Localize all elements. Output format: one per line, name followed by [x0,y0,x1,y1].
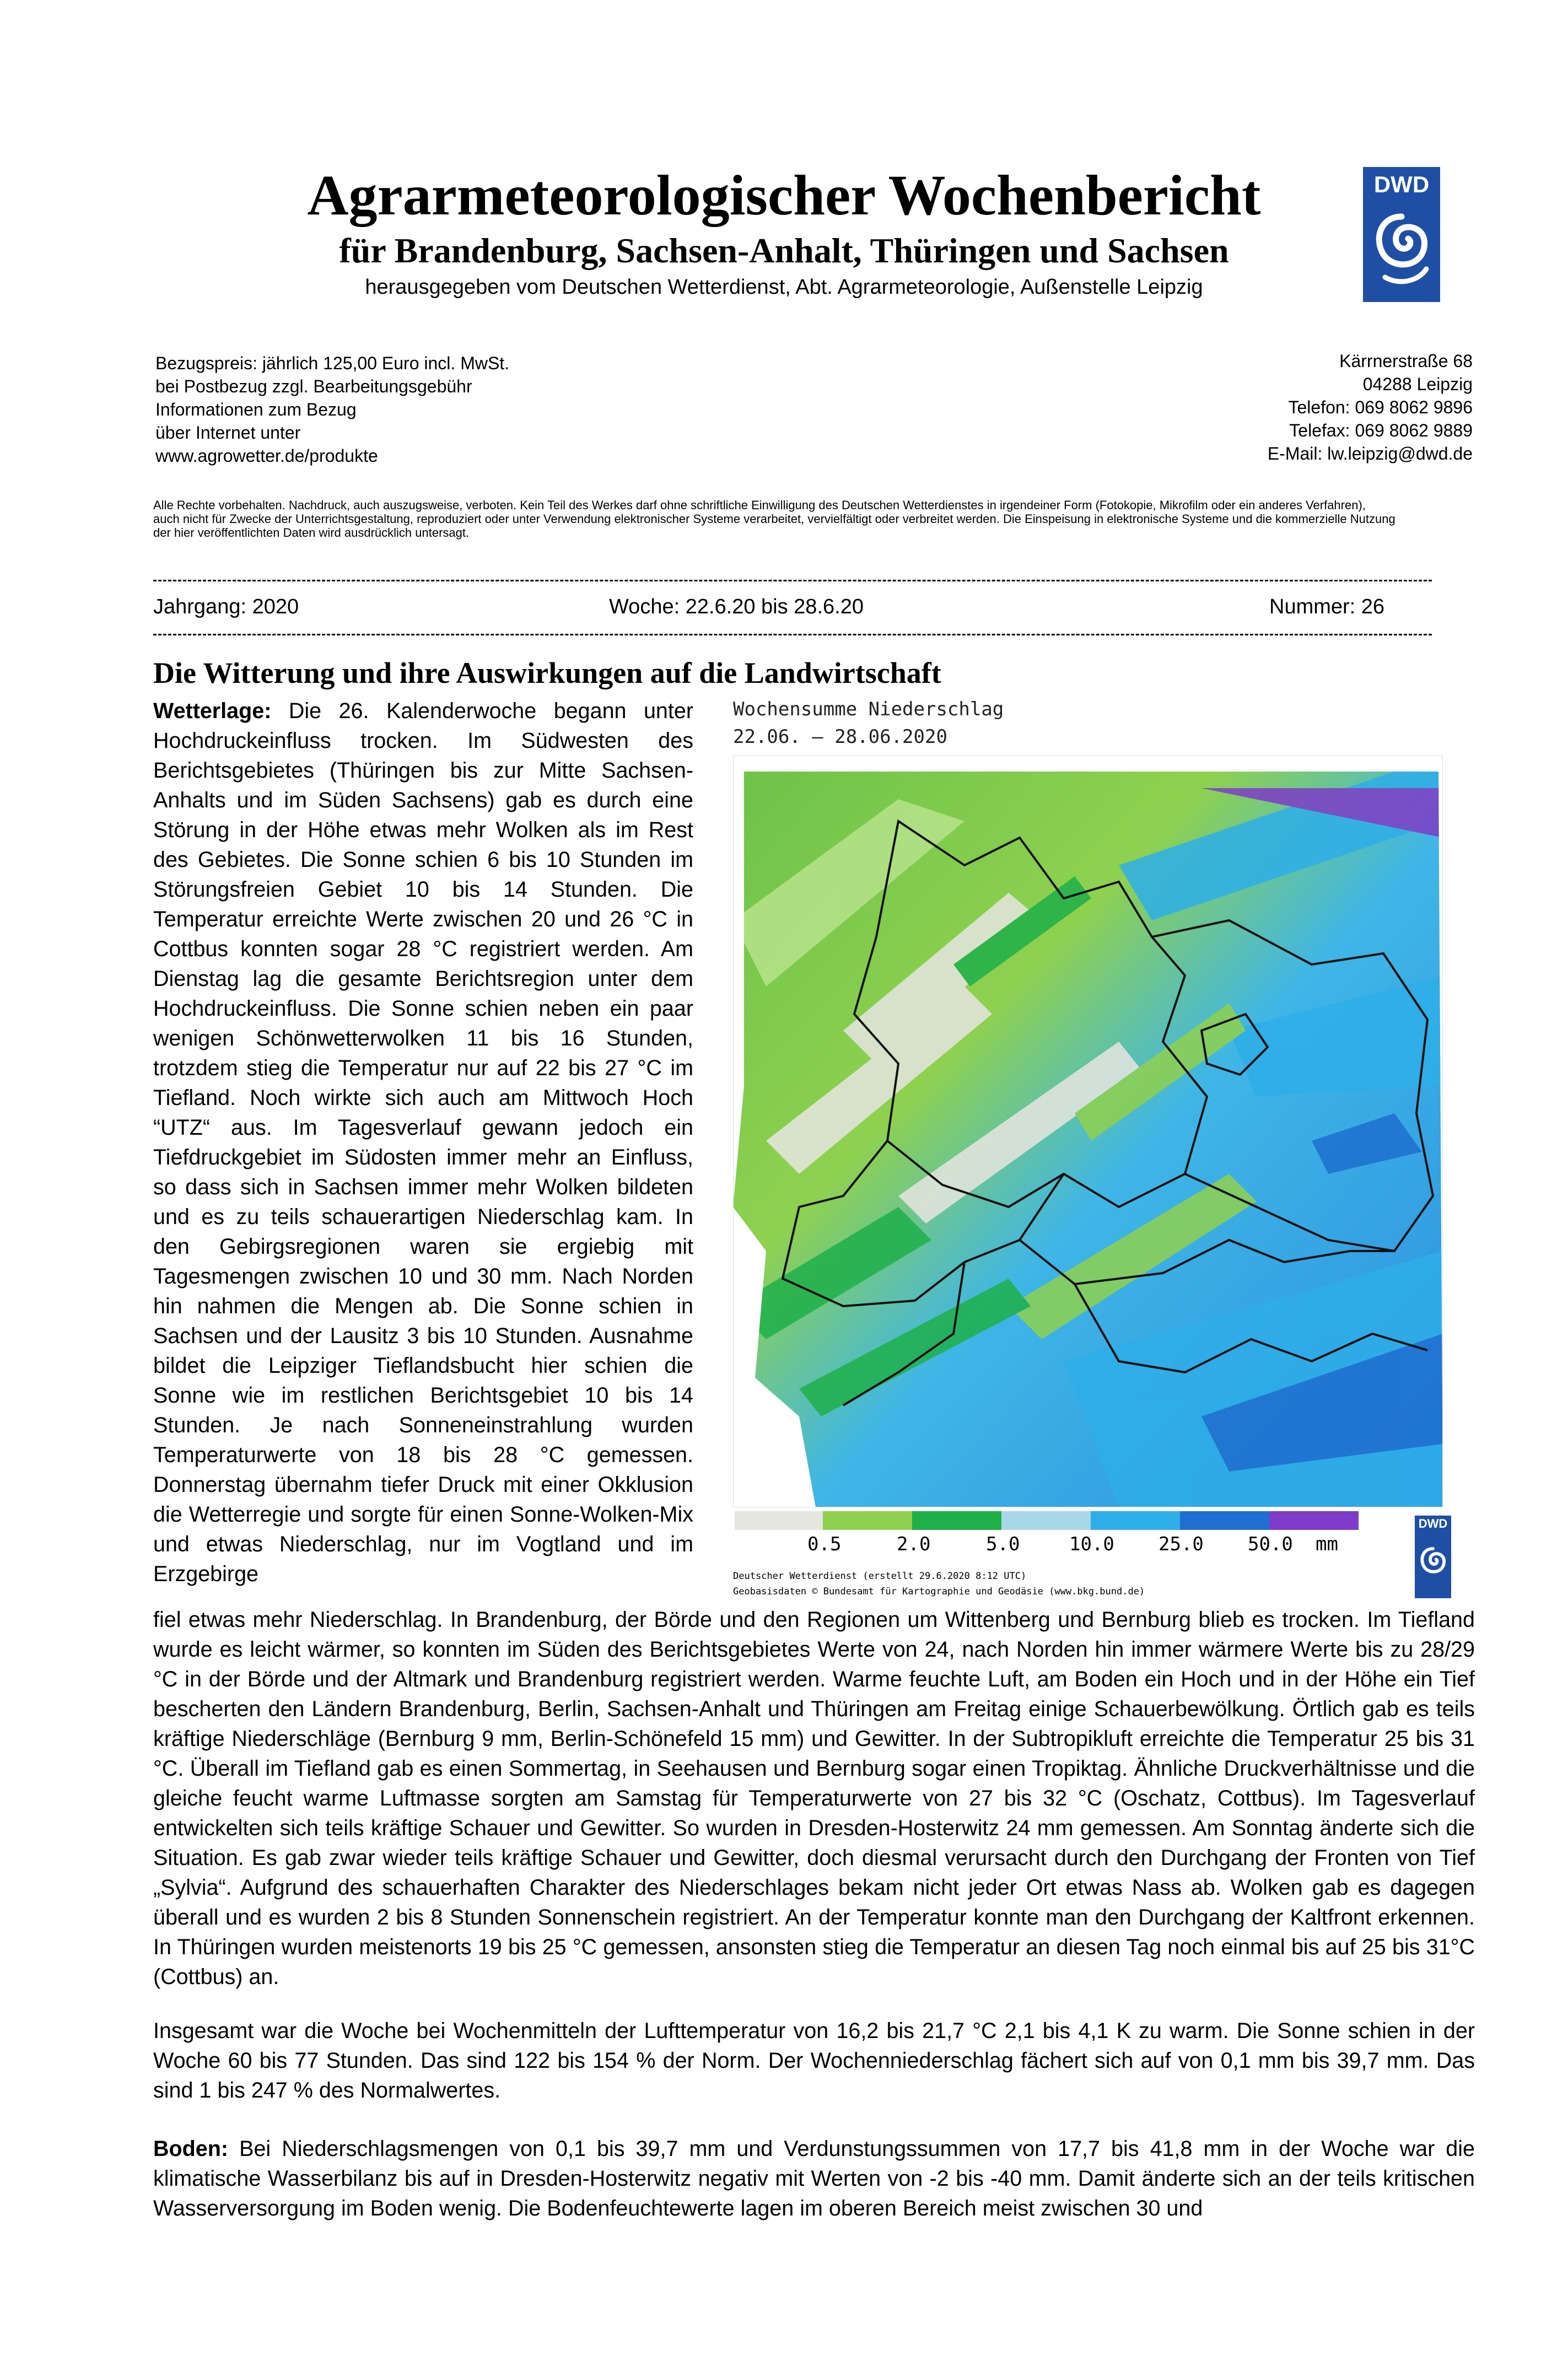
legend-swatch [1091,1511,1180,1530]
rights-line: auch nicht für Zwecke der Unterrichtsgestaltung, reproduziert oder unter Verwendung elektronischer Systeme verarbeitet, vervielfältigt oder verbreitet werden. Die Einspeisung in elektronische Systeme und die kommerzielle Nutzung [153,512,1395,526]
legend-swatch [823,1511,912,1530]
map-credit: Deutscher Wetterdienst (erstellt 29.6.2020 8:12 UTC) [733,1571,1027,1582]
legend-label: 10.0 [1069,1533,1114,1555]
rights-line: der hier veröffentlichten Daten wird ausdrücklich untersagt. [153,526,470,540]
subscription-line: Bezugspreis: jährlich 125,00 Euro incl. MwSt. [155,353,510,373]
legend-label: 0.5 [807,1533,842,1555]
divider [153,580,1432,581]
email-link[interactable]: E-Mail: lw.leipzig@dwd.de [1267,444,1473,463]
weather-column-text: Die 26. Kalenderwoche begann unter Hochdruckeinfluss trocken. Im Südwesten des Berichtsgebietes (Thüringen bis zur Mitte Sachsen-Anhalts und im Süden Sachsens) gab es durch eine Störung in der Höhe etwas mehr Wolken als im Rest des Gebietes. Die Sonne schien 6 bis 10 Stunden im Störungsfreien Gebiet 10 bis 14 Stunden. Die Temperatur erreichte Werte zwischen 20 und 26 °C in Cottbus konnten sogar 28 °C registriert werden. Am Dienstag lag die gesamte Berichtsregion unter dem Hochdruckeinfluss. Die Sonne schien neben ein paar wenigen Schönwetterwolken 11 bis 16 Stunden, trotzdem stieg die Temperatur nur auf 22 bis 27 °C im Tiefland. Noch wirkte sich auch am Mittwoch Hoch “UTZ“ aus. Im Tagesverlauf gewann jedoch ein Tiefdruckgebiet im Südosten immer mehr an Einfluss, so dass sich in Sachsen immer mehr Wolken bildeten und es zu teils schauerartigen Niederschlag kam. In den Gebirgsregionen waren sie ergiebig mit Tagesmengen zwischen 10 und 30 mm. Nach Norden hin nahmen die Mengen ab. Die Sonne schien in Sachsen und der Lausitz 3 bis 10 Stunden. Ausnahme bildet die Leipziger Tieflandsbucht hier schien die Sonne wie im restlichen Berichtsgebiet 10 bis 14 Stunden. Je nach Sonneneinstrahlung wurden Temperaturwerte von 18 bis 28 °C gemessen. Donnerstag übernahm tiefer Druck mit einer Okklusion die Wetterregie und sorgte für einen Sonne-Wolken-Mix und etwas Niederschlag, nur im Vogtland und im Erzgebirge [153,699,693,1586]
issue-number: Nummer: 26 [1269,595,1385,618]
legend-swatch [1269,1511,1359,1530]
soil-paragraph [153,2134,1475,2223]
map-period: 22.06. – 28.06.2020 [733,726,947,748]
subscription-info [155,352,509,467]
section-title: Die Witterung und ihre Auswirkungen auf die Landwirtschaft [153,656,941,689]
weather-label: Wetterlage: [153,699,272,723]
legend-swatch [735,1511,823,1530]
legend-swatch [1180,1511,1269,1530]
subscription-line: Informationen zum Bezug [155,400,357,419]
legend-unit: mm [1316,1533,1338,1555]
legend-swatch [1001,1511,1091,1530]
swirl-icon [1368,206,1435,294]
map-legend-bar [735,1511,1363,1530]
fax-line: Telefax: 069 8062 9889 [1289,421,1473,440]
page-title: Agrarmeteorologischer Wochenbericht [307,164,1261,227]
dwd-logo-small-text: DWD [1418,1517,1448,1530]
legend-label: 2.0 [897,1533,931,1555]
legend-label: 25.0 [1159,1533,1204,1555]
address-block [1268,349,1473,465]
phone-line: Telefon: 069 8062 9896 [1288,397,1473,417]
map-title: Wochensumme Niederschlag [733,698,1004,720]
dwd-logo-small [1415,1516,1451,1598]
precipitation-map [733,755,1443,1507]
address-line: Kärrnerstraße 68 [1339,351,1473,371]
soil-label: Boden: [153,2137,229,2161]
weather-paragraph-continued: fiel etwas mehr Niederschlag. In Brandenburg, der Börde und den Regionen um Wittenberg und Bernburg blieb es trocken. Im Tiefland wurde es leicht wärmer, so konnten im Süden des Berichtsgebietes Werte von 24, nach Norden hin immer wärmere Werte bis zu 28/29 °C in der Börde und der Altmark und Brandenburg registriert werden. Warme feuchte Luft, am Boden ein Hoch und in der Höhe ein Tief bescherten den Ländern Brandenburg, Berlin, Sachsen-Anhalt und Thüringen am Freitag einige Schauerbewölkung. Örtlich gab es teils kräftige Niederschläge (Bernburg 9 mm, Berlin-Schönefeld 15 mm) und Gewitter. In der Subtropikluft erreichte die Temperatur 25 bis 31 °C. Überall im Tiefland gab es einen Sommertag, in Seehausen und Bernburg sogar einen Tropiktag. Ähnliche Druckverhältnisse und die gleiche feucht warme Luftmasse sorgten am Samstag für Temperaturwerte von 27 bis 32 °C (Oschatz, Cottbus). Im Tagesverlauf entwickelten sich teils kräftige Schauer und Gewitter. So wurden in Dresden-Hosterwitz 24 mm gemessen. Am Sonntag änderte sich die Situation. Es gab zwar wieder teils kräftige Schauer und Gewitter, doch diesmal verursacht durch den Durchgang der Fronten von Tief „Sylvia“. Aufgrund des schauerhaften Charakter des Niederschlages bekam nicht jeder Ort etwas Nass ab. Wolken gab es dagegen überall und es wurden 2 bis 8 Stunden Sonnenschein registriert. An der Temperatur konnte man den Durchgang der Kaltfront erkennen. In Thüringen wurden meistenorts 19 bis 25 °C gemessen, ansonsten stieg die Temperatur an diesen Tag noch einmal bis auf 25 bis 31°C (Cottbus) an. [153,1608,1475,1989]
swirl-icon [1417,1540,1449,1589]
rights-line: Alle Rechte vorbehalten. Nachdruck, auch auszugsweise, verboten. Kein Teil des Werkes darf ohne schriftliche Einwilligung des Deutschen Wetterdienstes in irgendeiner Form (Fotokopie, Mikrofilm oder ein anderes Verfahren), [153,498,1366,512]
map-title-block [733,696,1004,751]
publisher-line: herausgegeben vom Deutschen Wetterdienst, Abt. Agrarmeteorologie, Außenstelle Leipzig [365,276,1203,299]
legend-label: 50.0 [1248,1533,1293,1555]
legend-label: 5.0 [986,1533,1020,1555]
dwd-logo-text: DWD [1373,171,1430,197]
map-credit-geo: Geobasisdaten © Bundesamt für Kartographie und Geodäsie (www.bkg.bund.de) [733,1586,1145,1597]
page-subtitle: für Brandenburg, Sachsen-Anhalt, Thüringen und Sachsen [339,231,1229,270]
soil-text: Bei Niederschlagsmengen von 0,1 bis 39,7 mm und Verdunstungssummen von 17,7 bis 41,8 mm in der Woche war die klimatische Wasserbilanz bis auf in Dresden-Hosterwitz negativ mit Werten von -2 bis -40 mm. Damit änderte sich an der teils kritischen Wasserversorgung im Boden wenig. Die Bodenfeuchtewerte lagen im oberen Bereich meist zwischen 30 und [153,2137,1475,2220]
subscription-line: bei Postbezug zzgl. Bearbeitungsgebühr [155,376,472,396]
dwd-logo [1363,167,1440,302]
issue-week: Woche: 22.6.20 bis 28.6.20 [609,595,864,618]
legend-swatch [912,1511,1001,1530]
subscription-line: über Internet unter [155,423,301,443]
rights-notice [153,498,1476,540]
address-line: 04288 Leipzig [1362,374,1473,394]
issue-year: Jahrgang: 2020 [153,595,299,618]
divider [153,634,1432,635]
subscription-link[interactable]: www.agrowetter.de/produkte [155,446,378,466]
weather-summary: Insgesamt war die Woche bei Wochenmitteln der Lufttemperatur von 16,2 bis 21,7 °C 2,1 bis 4,1 K zu warm. Die Sonne schien in der Woche 60 bis 77 Stunden. Das sind 122 bis 154 % der Norm. Der Wochenniederschlag fächert sich auf von 0,1 mm bis 39,7 mm. Das sind 1 bis 247 % des Normalwertes. [153,2019,1475,2103]
weather-paragraph-column [153,696,693,1589]
